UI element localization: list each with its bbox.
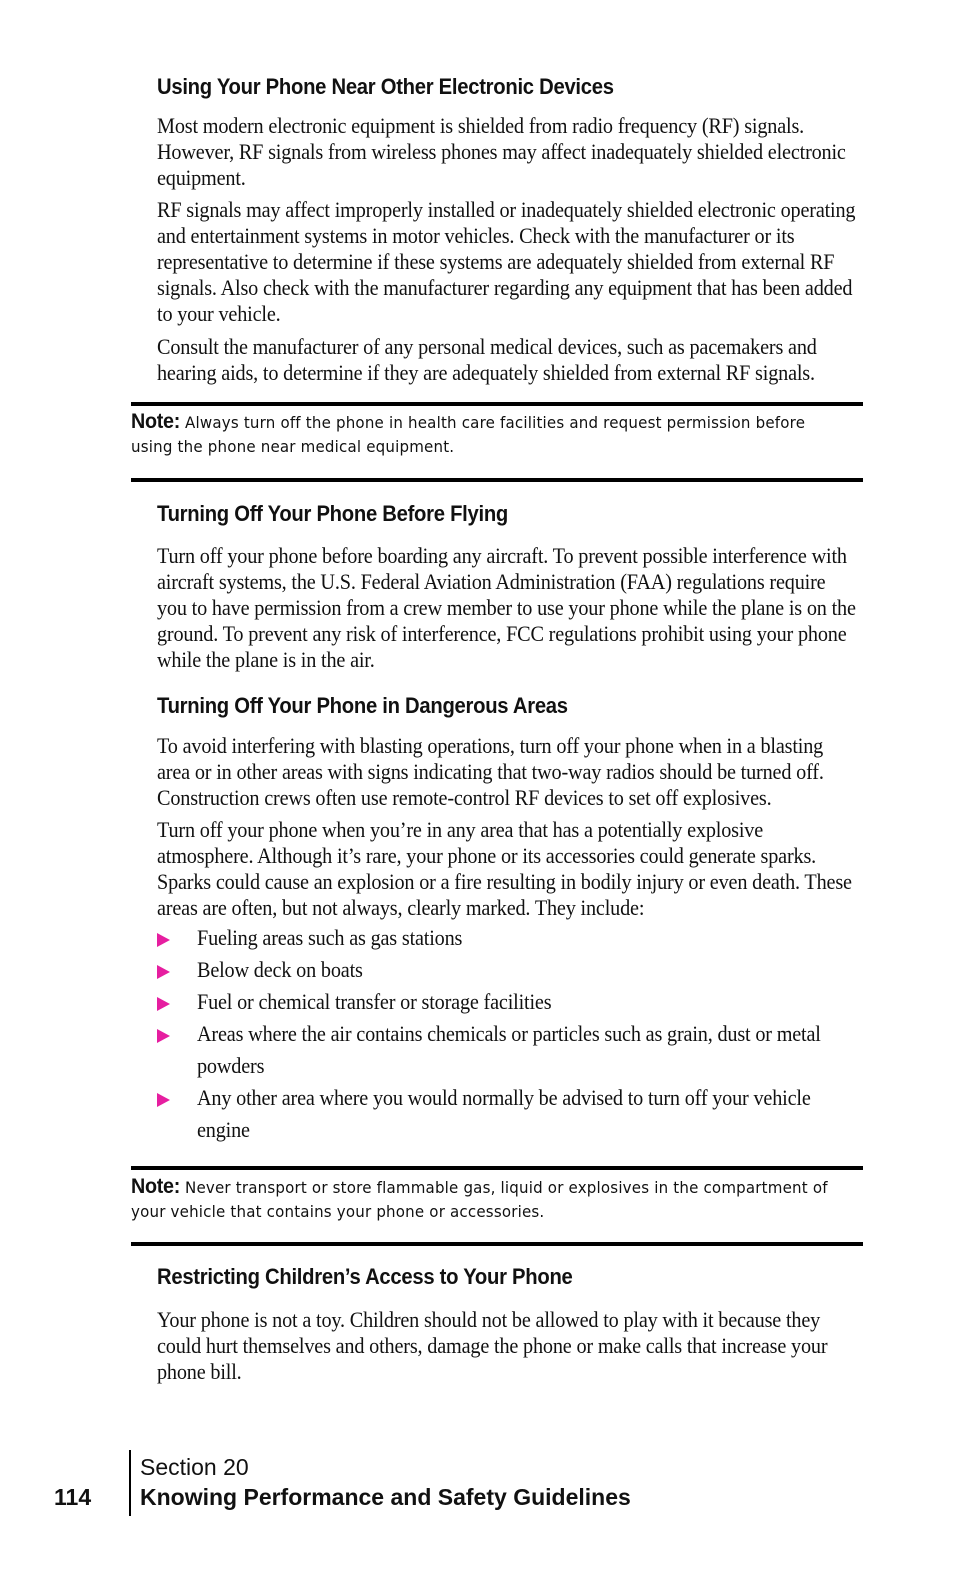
note-top-rule [131, 402, 863, 406]
page-number: 114 [54, 1484, 92, 1510]
note-top-rule [131, 1166, 863, 1170]
note-label: Note: [131, 1175, 181, 1198]
triangle-bullet-icon [157, 1093, 170, 1107]
triangle-bullet-icon [157, 997, 170, 1011]
paragraph: Most modern electronic equipment is shielded from radio frequency (RF) signals. However, RF signals from wireless phones may affect inadequately shielded electronic equipment. [157, 113, 846, 190]
list-item-text: Below deck on boats [197, 957, 363, 982]
section-heading-children: Restricting Children’s Access to Your Phone [157, 1264, 573, 1289]
triangle-bullet-icon [157, 965, 170, 979]
note-box [131, 410, 845, 459]
footer-section-title: Knowing Performance and Safety Guidelines [140, 1484, 631, 1510]
list-item-text: Any other area where you would normally be advised to turn off your vehicle engine [197, 1085, 811, 1142]
paragraph: To avoid interfering with blasting operations, turn off your phone when in a blasting area or in other areas with signs indicating that two-way radios should be turned off. Construction crews often use remote-control RF devices to set off explosives. [157, 733, 824, 810]
note-box [131, 1175, 845, 1224]
paragraph: Turn off your phone when you’re in any area that has a potentially explosive atmosphere. Although it’s rare, your phone or its accessories could generate sparks. Sparks could cause an explosion or a fire resulting in bodily injury or even death. These areas are often, but not always, clearly marked. They include: [157, 817, 852, 920]
triangle-bullet-icon [157, 933, 170, 947]
note-label: Note: [131, 410, 181, 433]
list-item-text: Areas where the air contains chemicals or particles such as grain, dust or metal powders [197, 1021, 821, 1078]
paragraph: Turn off your phone before boarding any aircraft. To prevent possible interference with aircraft systems, the U.S. Federal Aviation Administration (FAA) regulations require you to have permission from a crew member to use your phone while the plane is on the ground. To prevent any risk of interference, FCC regulations prohibit using your phone while the plane is in the air. [157, 543, 856, 672]
paragraph: RF signals may affect improperly installed or inadequately shielded electronic operating and entertainment systems in motor vehicles. Check with the manufacturer or its representative to determine if these systems are adequately shielded from external RF signals. Also check with the manufacturer regarding any equipment that has been added to your vehicle. [157, 197, 856, 326]
note-bottom-rule [131, 1242, 863, 1246]
note-text: Always turn off the phone in health care facilities and request permission before using the phone near medical equipment. [131, 413, 806, 456]
triangle-bullet-icon [157, 1029, 170, 1043]
list-item-text: Fuel or chemical transfer or storage facilities [197, 989, 552, 1014]
paragraph: Consult the manufacturer of any personal medical devices, such as pacemakers and hearing aids, to determine if they are adequately shielded from external RF signals. [157, 334, 817, 385]
note-bottom-rule [131, 478, 863, 482]
list-item-text: Fueling areas such as gas stations [197, 925, 463, 950]
footer-divider [129, 1450, 131, 1516]
note-text: Never transport or store flammable gas, liquid or explosives in the compartment of your vehicle that contains your phone or accessories. [131, 1178, 828, 1221]
footer-section-label: Section 20 [140, 1454, 249, 1480]
section-heading-dangerous-areas: Turning Off Your Phone in Dangerous Areas [157, 693, 568, 718]
paragraph: Your phone is not a toy. Children should not be allowed to play with it because they could hurt themselves and others, damage the phone or make calls that increase your phone bill. [157, 1307, 828, 1384]
section-heading-electronic-devices: Using Your Phone Near Other Electronic Devices [157, 74, 614, 99]
section-heading-flying: Turning Off Your Phone Before Flying [157, 501, 509, 526]
